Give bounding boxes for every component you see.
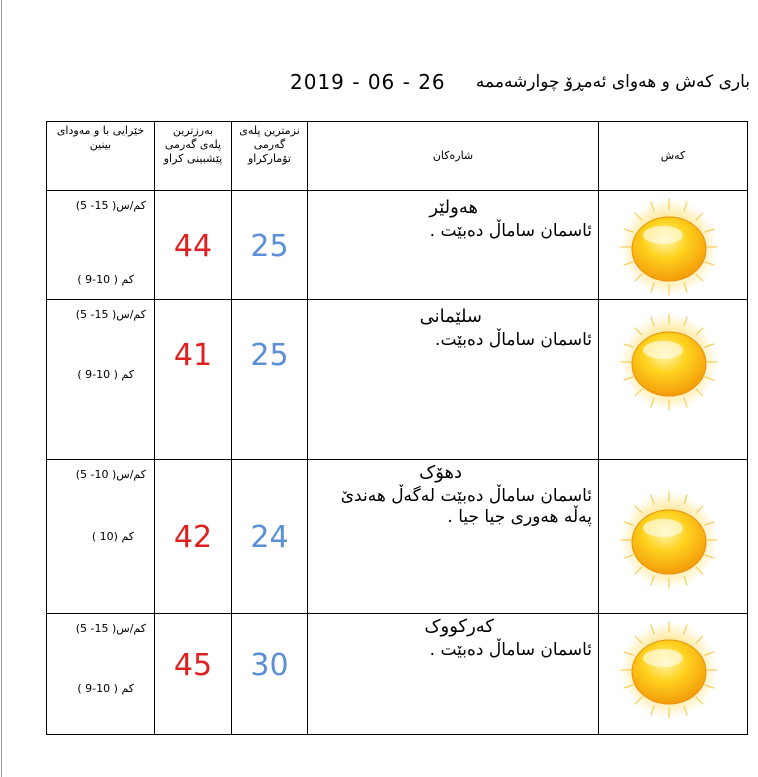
city-forecast: ئاسمان ساماڵ دەبێت . [429, 640, 592, 660]
col-header-min-temp: نزمترین پلەی گەرمی تۆمارکراو [232, 122, 308, 191]
icon-cell [599, 460, 748, 614]
city-name: هەولێر [429, 197, 478, 218]
sun-icon [619, 197, 719, 297]
min-temp: 25 [250, 338, 289, 373]
sun-icon [619, 490, 719, 590]
min-temp: 25 [250, 229, 289, 264]
table-row [47, 460, 748, 614]
city-name: کەرکووک [424, 616, 494, 637]
min-temp-cell [232, 614, 308, 735]
wind-cell [47, 300, 155, 460]
max-temp-cell [155, 300, 232, 460]
table-row [47, 300, 748, 460]
max-temp: 41 [173, 338, 213, 373]
min-temp: 30 [250, 648, 289, 683]
city-name: سلێمانی [419, 306, 482, 327]
wind-speed: (5 -10 )کم/س [75, 468, 146, 481]
max-temp: 42 [173, 520, 213, 555]
table-row [47, 191, 748, 300]
wind-cell [47, 614, 155, 735]
min-temp: 24 [250, 520, 289, 555]
sun-icon [619, 620, 719, 720]
max-temp-cell [155, 460, 232, 614]
sun-icon [619, 312, 719, 412]
report-header [290, 70, 750, 96]
wind-speed: (5 -15 )کم/س [75, 622, 146, 635]
icon-cell [599, 191, 748, 300]
visibility: ( 9-10 ) کم [77, 682, 134, 695]
min-temp-cell [232, 460, 308, 614]
visibility: ( 9-10 ) کم [77, 368, 134, 381]
min-temp-cell [232, 300, 308, 460]
table-row [47, 614, 748, 735]
city-cell [308, 300, 599, 460]
icon-cell [599, 300, 748, 460]
city-cell [308, 460, 599, 614]
city-cell [308, 614, 599, 735]
report-title: باری کەش و هەوای ئەمڕۆ چوارشەممە [475, 72, 750, 92]
wind-speed: (5 -15 )کم/س [75, 308, 146, 321]
page-margin-rule [1, 0, 2, 777]
city-name: دهۆک [419, 462, 462, 483]
wind-cell [47, 460, 155, 614]
col-header-icon: کەش [599, 122, 748, 191]
icon-cell [599, 614, 748, 735]
max-temp-cell [155, 614, 232, 735]
col-header-city: شارەکان [308, 122, 599, 191]
visibility: ( 10) کم [91, 530, 134, 543]
max-temp-cell [155, 191, 232, 300]
table-header-row [47, 122, 748, 191]
weather-table [46, 121, 748, 735]
wind-speed: (5 -15 )کم/س [75, 199, 146, 212]
max-temp: 44 [173, 229, 213, 264]
min-temp-cell [232, 191, 308, 300]
city-cell [308, 191, 599, 300]
wind-cell [47, 191, 155, 300]
col-header-wind: خێرایی با و مەودای بینین [47, 122, 155, 191]
city-forecast: ئاسمان ساماڵ دەبێت. [435, 330, 592, 350]
col-header-max-temp: بەرزترین پلەی گەرمی پێشبینی کراو [155, 122, 232, 191]
city-forecast: ئاسمان ساماڵ دەبێت . [429, 221, 592, 241]
visibility: ( 9-10 ) کم [77, 273, 134, 286]
city-forecast: ئاسمان ساماڵ دەبێت لەگەڵ هەندێ پەڵە هەوری جیا جیا . [340, 486, 592, 527]
max-temp: 45 [173, 648, 213, 683]
report-date: 2019 - 06 - 26 [290, 70, 446, 94]
